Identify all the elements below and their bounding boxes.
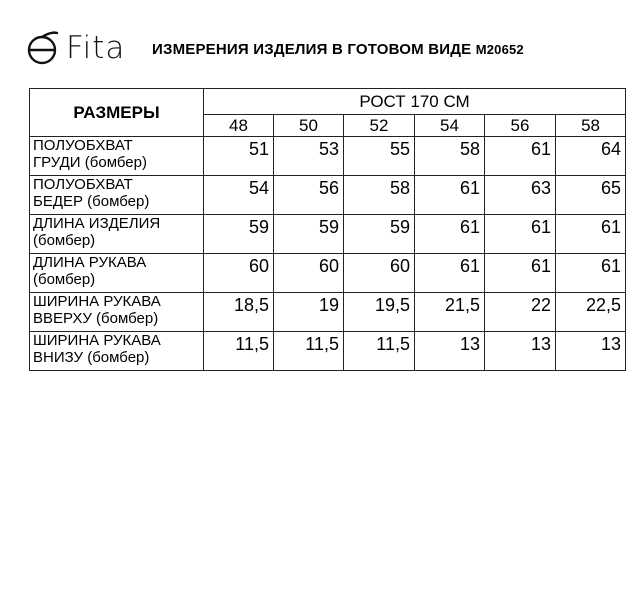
value-cell: 61 (556, 215, 626, 254)
value-cell: 51 (204, 137, 274, 176)
value-cell: 61 (415, 215, 485, 254)
growth-header: РОСТ 170 СМ (204, 89, 626, 115)
model-code: М20652 (475, 42, 524, 57)
row-label-line2: (бомбер) (33, 271, 96, 288)
row-label-line2: БЕДЕР (бомбер) (33, 193, 150, 210)
table-row (30, 254, 626, 293)
value-cell: 21,5 (415, 293, 485, 332)
size-cell: 58 (556, 115, 626, 137)
value-cell: 55 (344, 137, 415, 176)
value-cell: 13 (485, 332, 556, 371)
value-cell: 13 (556, 332, 626, 371)
value-cell: 61 (415, 176, 485, 215)
value-cell: 19,5 (344, 293, 415, 332)
value-cell: 60 (274, 254, 344, 293)
logo-ring-icon (26, 30, 60, 66)
value-cell: 54 (204, 176, 274, 215)
value-cell: 58 (344, 176, 415, 215)
row-label (30, 137, 204, 176)
value-cell: 63 (485, 176, 556, 215)
row-label (30, 293, 204, 332)
value-cell: 60 (204, 254, 274, 293)
row-label (30, 176, 204, 215)
table-row (30, 293, 626, 332)
row-label-line1: ПОЛУОБХВАТ (33, 137, 133, 154)
row-label-line2: ВВЕРХУ (бомбер) (33, 310, 159, 327)
value-cell: 53 (274, 137, 344, 176)
sizes-header: РАЗМЕРЫ (30, 89, 204, 137)
value-cell: 58 (415, 137, 485, 176)
title-text: ИЗМЕРЕНИЯ ИЗДЕЛИЯ В ГОТОВОМ ВИДЕ (152, 41, 472, 58)
value-cell: 13 (415, 332, 485, 371)
row-label-line2: (бомбер) (33, 232, 96, 249)
row-label-line1: ПОЛУОБХВАТ (33, 176, 133, 193)
value-cell: 56 (274, 176, 344, 215)
table-row (30, 137, 626, 176)
table-row (30, 215, 626, 254)
size-cell: 52 (344, 115, 415, 137)
value-cell: 59 (344, 215, 415, 254)
value-cell: 59 (274, 215, 344, 254)
value-cell: 19 (274, 293, 344, 332)
value-cell: 61 (485, 254, 556, 293)
value-cell: 65 (556, 176, 626, 215)
value-cell: 60 (344, 254, 415, 293)
row-label-line1: ШИРИНА РУКАВА (33, 293, 161, 310)
value-cell: 61 (485, 215, 556, 254)
value-cell: 18,5 (204, 293, 274, 332)
logo-text: Fita (66, 30, 126, 66)
header (26, 28, 626, 68)
value-cell: 61 (415, 254, 485, 293)
row-label-line2: ВНИЗУ (бомбер) (33, 349, 150, 366)
row-label-line1: ШИРИНА РУКАВА (33, 332, 161, 349)
table-row (30, 176, 626, 215)
value-cell: 61 (556, 254, 626, 293)
size-cell: 48 (204, 115, 274, 137)
value-cell: 22,5 (556, 293, 626, 332)
size-cell: 54 (415, 115, 485, 137)
value-cell: 59 (204, 215, 274, 254)
value-cell: 64 (556, 137, 626, 176)
table-row (30, 332, 626, 371)
size-table (29, 88, 626, 371)
row-label (30, 332, 204, 371)
row-label-line2: ГРУДИ (бомбер) (33, 154, 147, 171)
row-label-line1: ДЛИНА ИЗДЕЛИЯ (33, 215, 161, 232)
value-cell: 11,5 (344, 332, 415, 371)
row-label (30, 254, 204, 293)
value-cell: 11,5 (274, 332, 344, 371)
size-cell: 56 (485, 115, 556, 137)
row-label-line1: ДЛИНА РУКАВА (33, 254, 147, 271)
value-cell: 61 (485, 137, 556, 176)
value-cell: 22 (485, 293, 556, 332)
row-label (30, 215, 204, 254)
value-cell: 11,5 (204, 332, 274, 371)
page-title (152, 41, 524, 58)
size-cell: 50 (274, 115, 344, 137)
table-header-row (30, 89, 626, 115)
